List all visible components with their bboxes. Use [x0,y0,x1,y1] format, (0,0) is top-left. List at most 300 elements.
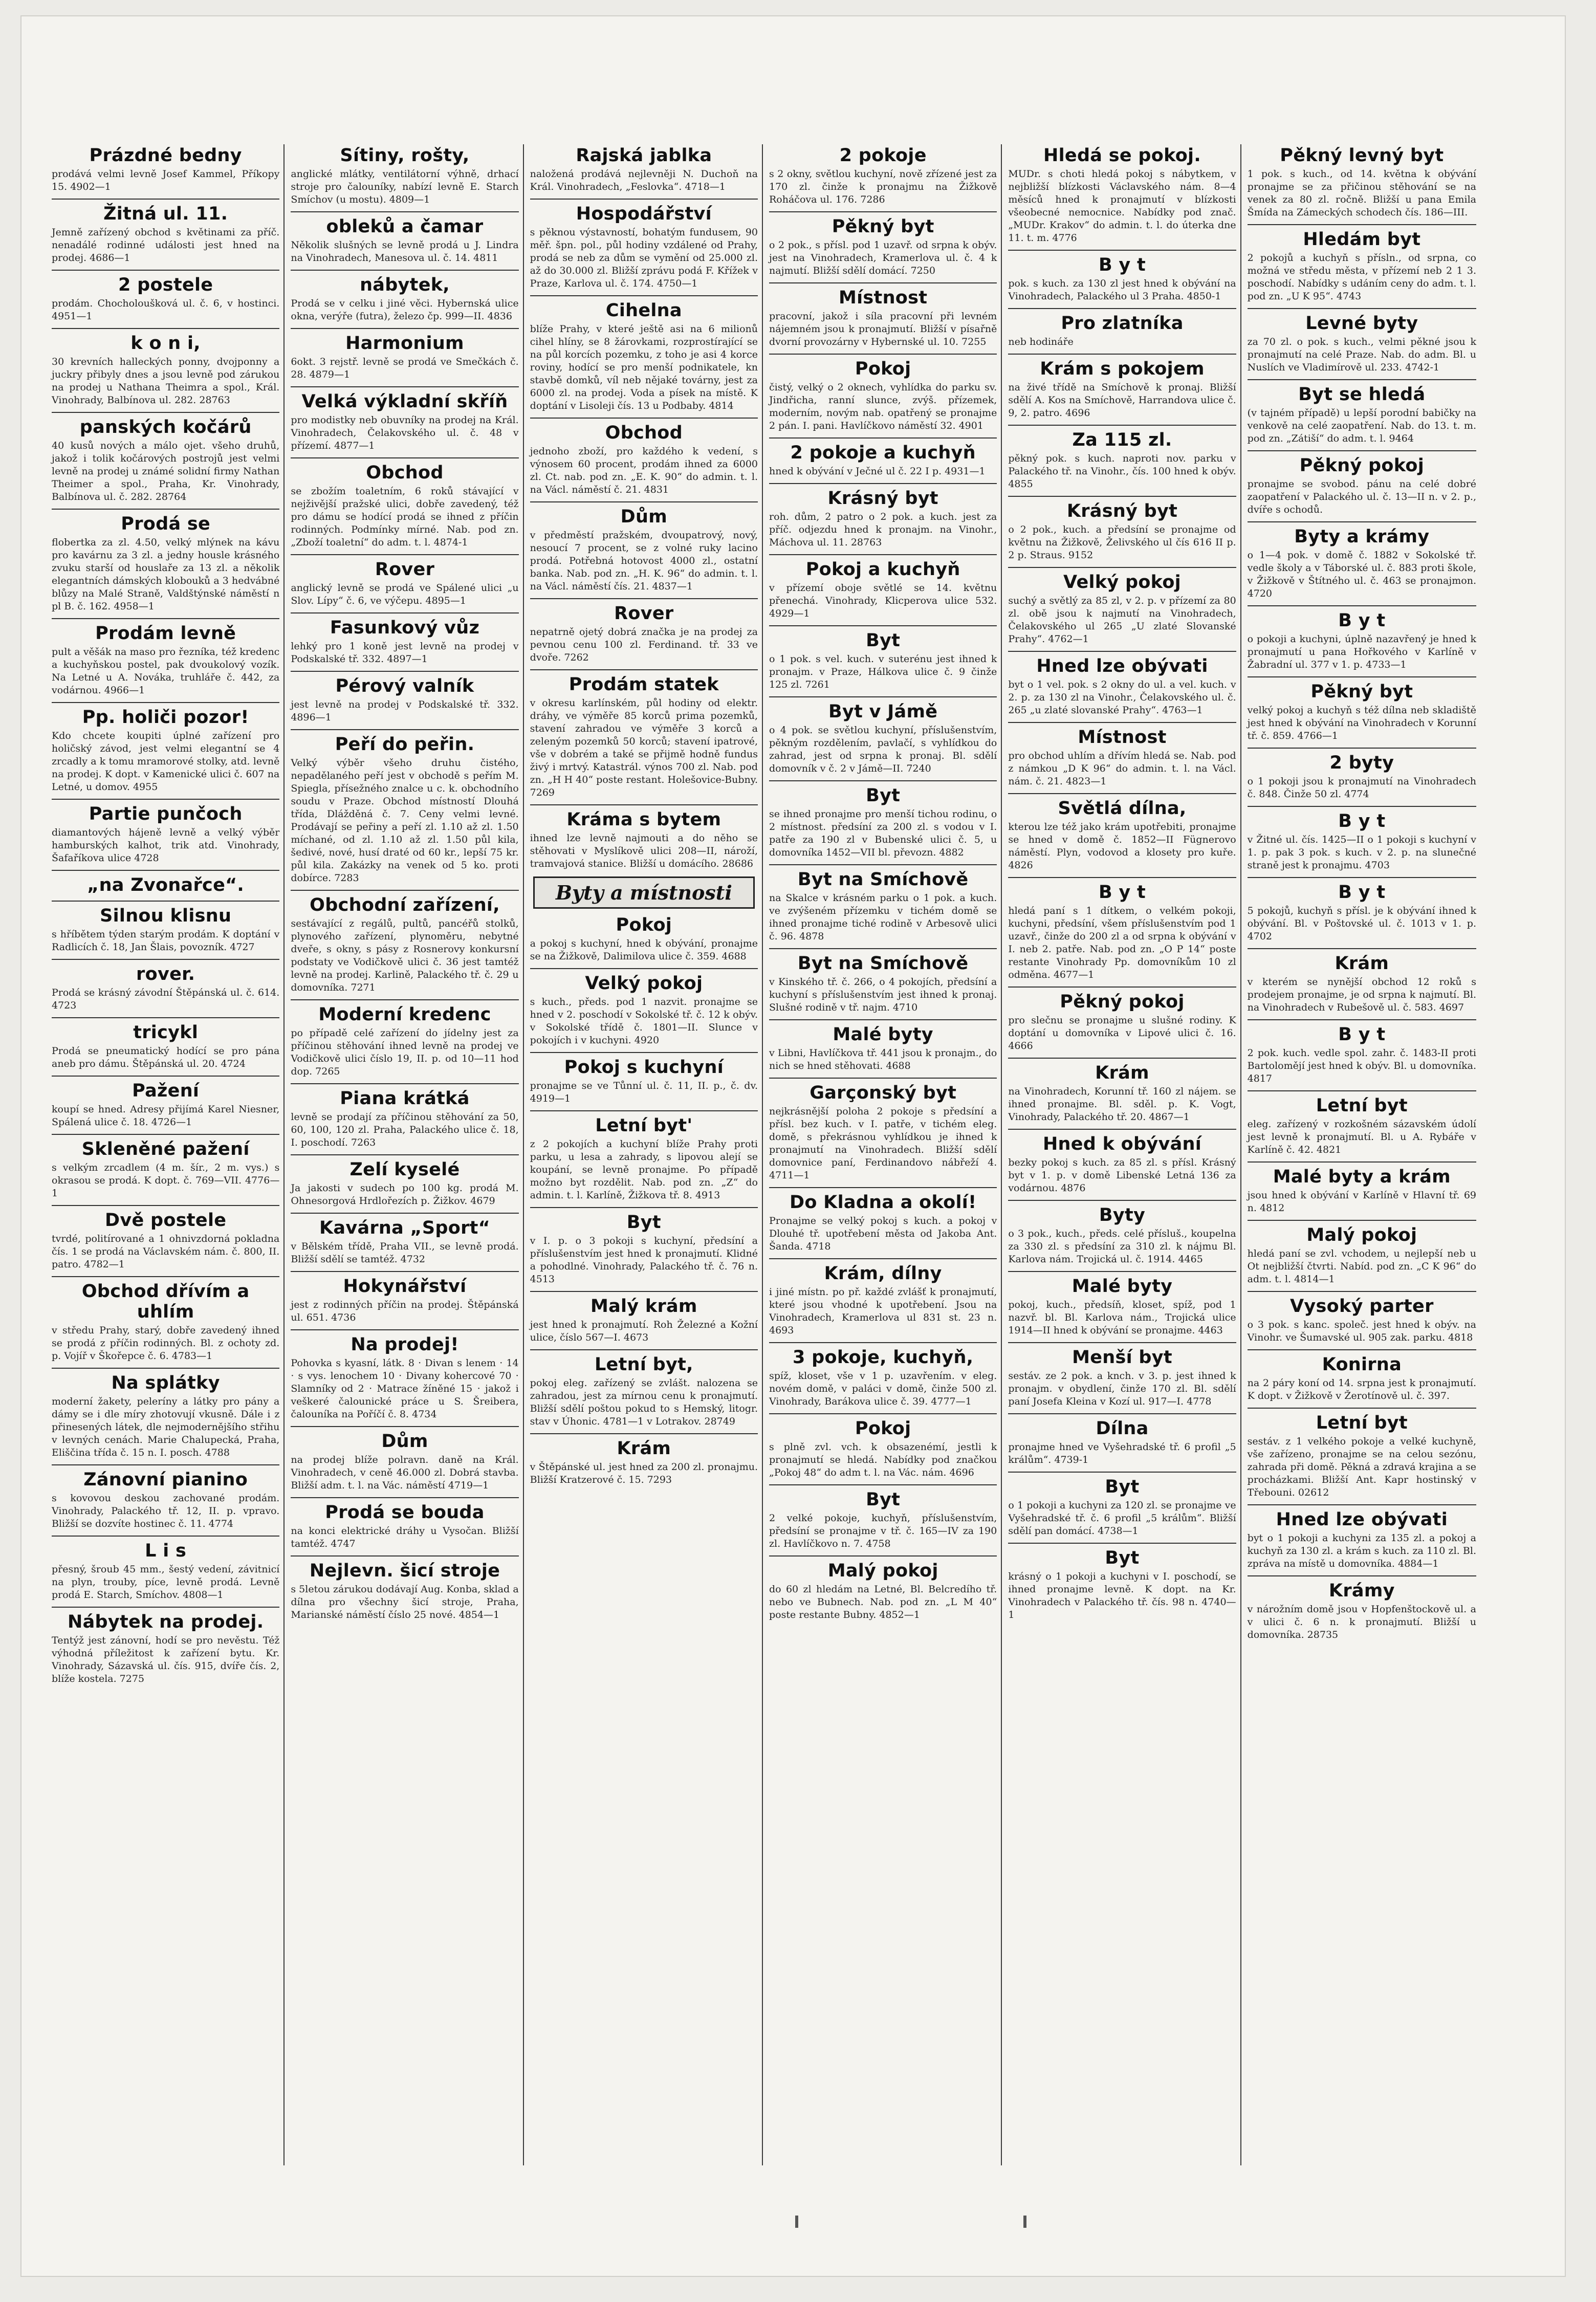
ad-heading: Na prodej! [351,1334,459,1355]
section-banner-label: Byty a místnosti [555,881,732,904]
ad-body-text: anglické mlátky, ventilátorní výhně, drhací stroje pro čalouníky, nabízí levně E. Starch Smíchov (u mostu). 4809—1 [291,168,519,205]
classified-ad [530,1291,758,1344]
classified-ad [1248,806,1476,872]
classified-ad [291,386,518,452]
classified-ad [1008,567,1236,646]
ad-body-text: neb hodináře [1008,336,1074,347]
ad-heading: Hospodářství [576,204,712,224]
ad-body-text: v I. p. o 3 pokoji s kuchyní, předsíní a příslušenstvím jest hned k pronajmutí. Klidné a pohodlné. Vinohrady, Palackého tř. č. 76 n. 4513 [530,1235,758,1285]
classified-ad [1248,877,1476,943]
ad-body-text: a pokoj s kuchyní, hned k obývání, pronajme se na Žižkově, Dalimilova ulice č. 359. 4688 [530,938,758,962]
ad-body-text: o 2 pok., s přísl. pod 1 uzavř. od srpna k obýv. jest na Vinohradech, Kramerlova ul. č. 4 k najmutí. Bližší sdělí domácí. 7250 [769,239,997,276]
ad-heading: Silnou klisnu [100,906,232,926]
ad-body-text: koupí se hned. Adresy přijímá Karel Niesner, Spálená ulice č. 18. 4726—1 [52,1104,280,1128]
ad-body-text: levně se prodají za příčinou stěhování za 50, 60, 100, 120 zl. Praha, Palackého ulice č. 18, I. poschodí. 7263 [291,1111,519,1148]
ad-body-text: pokoj eleg. zařízený se zvlášt. nalozena se zahradou, jest za mírnou cenu k pronajmutí. Bližší sdělí poštou pokud to s Hemský, litogr. stav v Úhonic. 4781—1 v Lotrakov. 28749 [530,1377,758,1427]
classified-ad [769,1019,997,1072]
ad-body-text: jest levně na prodej v Podskalské tř. 332. 4896—1 [291,699,519,723]
ad-heading: 3 pokoje, kuchyň, [793,1347,974,1368]
ad-heading: Byt v Jámě [828,701,938,722]
classified-ad [291,457,518,549]
ad-body-text: pěkný pok. s kuch. naproti nov. parku v Palackého tř. na Vinohr., čís. 100 hned k obýv. 4855 [1008,453,1236,490]
classified-ads-columns [48,144,1480,2165]
ad-heading: Prodám levně [95,623,236,644]
ad-heading: Do Kladna a okolí! [789,1192,977,1213]
classified-ad [52,901,279,954]
column-2 [287,144,523,2165]
classified-ad [1248,1161,1476,1215]
classified-ad [769,1413,997,1479]
ad-body-text: s hříbětem týden starým prodám. K doptání v Radlicích č. 18, Jan Šlais, povozník. 4727 [52,929,280,953]
ad-heading: Prodá se [121,514,211,534]
classified-ad [1008,250,1236,303]
ad-body-text: na 2 páry koní od 14. srpna jest k pronajmutí. K dopt. v Žižkově v Žerotínově ul. č. 397. [1247,1377,1476,1401]
classified-ad [1008,877,1236,981]
ad-heading: Hned lze obývati [1276,1509,1448,1530]
ad-body-text: Pronajme se velký pokoj s kuch. a pokoj v Dlouhé tř. upotřebení města od Jakoba Ant. Šanda. 4718 [769,1215,997,1252]
classified-ad [1008,651,1236,717]
classified-ad [769,1555,997,1621]
ad-heading: Peří do peřin. [335,734,475,755]
ad-body-text: lehký pro 1 koně jest levně na prodej v Podskalské tř. 332. 4897—1 [291,641,519,665]
ad-body-text: Ja jakosti v sudech po 100 kg. prodá M. Ohnesorgová Hrdlořezích p. Žižkov. 4679 [291,1182,519,1207]
classified-ad [769,483,997,549]
ad-heading: Krámy [1328,1581,1395,1601]
ad-body-text: prodává velmi levně Josef Kammel, Příkopy 15. 4902—1 [52,168,280,192]
section-banner [533,876,755,909]
ad-heading: Krám [1335,953,1389,974]
ad-body-text: ihned lze levně najmouti a do něho se stěhovati v Myslíkově ulici 208—II, nároží, tramvajová stanice. Bližší u domácího. 28686 [530,832,758,869]
classified-ad [530,598,758,664]
ad-heading: „na Zvonařce“. [87,875,245,895]
classified-ad [769,625,997,691]
ad-heading: Krásný byt [1066,501,1178,521]
ad-body-text: s kovovou deskou zachované prodám. Vinohrady, Palackého tř. 12, II. p. vpravo. Bližší se dozvíte hostinec č. 11. 4774 [52,1493,280,1529]
classified-ad [530,1110,758,1202]
ad-heading: Fasunkový vůz [330,618,480,638]
ad-body-text: po případě celé zařízení do jídelny jest za příčinou stěhování ihned levně na prodej ve Vodičkově ulici číslo 19, II. p. od 10—11 hod dop. 7265 [291,1027,519,1077]
ad-body-text: o 1—4 pok. v domě č. 1882 v Sokolské tř. vedle školy a v Táborské ul. č. 883 proti škole, v Žižkově v Štítného ul. č. 463 se pronajmon. 4720 [1247,550,1476,599]
ad-heading: Žitná ul. 11. [103,204,228,224]
ad-body-text: o 4 pok. se světlou kuchyní, příslušenstvím, pěkným rozdělením, pavlačí, s vyhlídkou do zahrad, jest od srpna k pronaj. Bl. sdělí domovník v č. 2 v Jámě—II. 7240 [769,725,997,774]
ad-body-text: se zbožím toaletním, 6 roků stávající v nejživější pražské ulici, dobře zavedený, též pro dámu se hodící prodá se ihned z příčin rodinných. Podmínky mírné. Nab. pod zn. „Zboží toaletní“ do adm. t. l. 4874-1 [291,486,519,548]
classified-ad [291,1426,518,1492]
classified-ad [530,804,758,870]
ad-body-text: pronajme se svobod. pánu na celé dobré zaopatření v Palackého ul. č. 13—II n. v 2. p., dvíře s ochodů. [1247,478,1476,515]
ad-body-text: prodám. Chocholoušková ul. č. 6, v hostinci. 4951—1 [52,298,280,322]
column-4 [765,144,1002,2165]
classified-ad [291,999,518,1078]
classified-ad [1248,1349,1476,1402]
ad-heading: Cihelna [605,300,682,321]
ad-body-text: v Štěpánské ul. jest hned za 200 zl. pronajmu. Bližší Kratzerové č. 15. 7293 [530,1461,758,1485]
ad-heading: Pažení [132,1081,200,1101]
ad-heading: Pp. holiči pozor! [82,707,249,728]
ad-heading: Krám, dílny [824,1263,942,1284]
ad-body-text: pronajme hned ve Vyšehradské tř. 6 profil „5 králům“. 4739-1 [1008,1441,1236,1465]
ad-heading: Letní byt' [595,1115,693,1136]
classified-ad [530,915,758,963]
classified-ad [769,1484,997,1550]
classified-ad [1008,1271,1236,1337]
classified-ad [769,864,997,943]
ad-heading: Byt na Smíchově [797,869,969,890]
ad-body-text: krásný o 1 pokoji a kuchyni v I. poschodí, se ihned pronajme levně. K dopt. na Kr. Vinohradech v Palackého tř. čís. 98 n. 4740—1 [1008,1571,1236,1620]
classified-ad [1248,1408,1476,1499]
classified-ad [769,554,997,620]
ad-body-text: Kdo chcete koupiti úplné zařízení pro holičský závod, jest velmi elegantní se 4 zrcadly a k tomu mramorové stolky, atd. levně na prodej. K dopt. v Kamenické ulici č. 607 na Letné, u domov. 4955 [52,730,280,793]
ad-heading: Velký pokoj [585,973,703,994]
ad-body-text: o 3 pok. s kanc. společ. jest hned k obýv. na Vinohr. ve Šumavské ul. 905 zak. parku. 4818 [1247,1319,1476,1343]
classified-ad [769,1187,997,1253]
ad-heading: Prodám statek [569,674,719,695]
ad-body-text: 6okt. 3 rejstř. levně se prodá ve Smečkách č. 28. 4879—1 [291,356,519,380]
ad-heading: Byt [1105,1477,1140,1497]
ad-body-text: pult a věšák na maso pro řezníka, též kredenc a kuchyňskou postel, pak dvoukolový vozík. Na Letné u A. Nováka, truhláře č. 442, za vodárnou. 4966—1 [52,646,280,696]
ad-heading: Obchodní zařízení, [310,895,500,915]
ad-heading: Hned lze obývati [1036,656,1208,676]
classified-ad [1248,1090,1476,1156]
ad-heading: Malé byty [833,1024,933,1045]
ad-heading: nábytek, [360,275,450,295]
classified-ad [769,437,997,478]
ad-body-text: roh. dům, 2 patro o 2 pok. a kuch. jest za příč. odjezdu hned k pronajm. na Vinohr., Máchova ul. 11. 28763 [769,511,997,548]
classified-ad [1008,1342,1236,1408]
ad-heading: 2 byty [1329,753,1394,773]
ad-body-text: na konci elektrické dráhy u Vysočan. Bližší tamtéž. 4747 [291,1525,519,1549]
classified-ad [291,145,518,206]
classified-ad [1248,1504,1476,1570]
ad-heading: Velký pokoj [1063,572,1181,593]
ad-heading: panských kočárů [79,417,252,437]
classified-ad [530,1052,758,1105]
ad-body-text: pro modistky neb obuvníky na prodej na Král. Vinohradech, Čelakovského ul. č. 48 v přízemí. 4877—1 [291,414,519,451]
classified-ad [769,145,997,206]
ad-body-text: hledá paní se zvl. vchodem, u nejlepší neb u Ot nejbližší čtvrti. Nabíd. pod zn. „C K 96“ do adm. t. l. 4814—1 [1247,1248,1476,1285]
ad-heading: Kavárna „Sport“ [319,1218,490,1238]
column-1 [48,144,285,2165]
ad-heading: Prázdné bedny [89,145,242,166]
classified-ad [530,1207,758,1286]
ad-body-text: anglický levně se prodá ve Spálené ulici „u Slov. Lípy“ č. 6, ve výčepu. 4895—1 [291,582,519,606]
ad-heading: Prodá se bouda [325,1502,485,1523]
classified-ad [52,1607,279,1685]
ad-heading: Velká výkladní skříň [301,391,508,412]
ad-body-text: Prodá se krásný závodní Štěpánská ul. č. 614. 4723 [52,987,280,1011]
classified-ad [52,412,279,503]
ad-body-text: pracovní, jakož i síla pracovní při levném nájemném jsou k pronajmutí. Bližší v písařně dvorní provozárny v Hybernské ul. 10. 7255 [769,311,997,347]
classified-ad [1008,1129,1236,1195]
ad-body-text: hledá paní s 1 dítkem, o velkém pokoji, kuchyni, předsíní, všem příslušenstvím pod 1 uzavř., činže do 200 zl a od srpna k obývání v I. neb 2. patře. Nab. pod zn. „O P 14“ poste restante Vinohrady Pp. domovníkům 10 zl odměna. 4677—1 [1008,905,1236,980]
ad-body-text: na živé třídě na Smíchově k pronaj. Bližší sdělí A. Kos na Smíchově, Harrandova ulice č. 9, 2. patro. 4696 [1008,382,1236,419]
ad-heading: Sítiny, rošty, [340,145,470,166]
ad-heading: Byty a krámy [1294,527,1430,547]
classified-ad [1248,676,1476,742]
ad-body-text: (v tajném případě) u lepší porodní babičky na venkově na celé zaopatření. Nab. do 13. t. m. pod zn. „Zátiší“ do adm. t. l. 9464 [1247,407,1476,444]
ad-body-text: 5 pokojů, kuchyň s přísl. je k obývání ihned k obývání. Bl. v Poštovské ul. č. 1013 v 1. p. 4702 [1247,905,1476,942]
ad-heading: Pěkný byt [832,216,934,237]
ad-heading: Dům [620,507,667,527]
margin-mark [795,2216,798,2228]
classified-ad [530,295,758,412]
ad-heading: B y t [1338,811,1386,831]
classified-ad [769,1258,997,1337]
classified-ad [530,1349,758,1428]
ad-heading: Hledám byt [1303,229,1421,250]
classified-ad [1008,145,1236,245]
ad-body-text: na prodej blíže polravn. daně na Král. Vinohradech, v ceně 46.000 zl. Dobrá stavba. Bližší adm. t. l. na Vác. náměstí 4719—1 [291,1454,519,1491]
ad-heading: Malý krám [590,1296,697,1317]
classified-ad [291,1154,518,1208]
ad-heading: Nábytek na prodej. [68,1612,264,1632]
ad-body-text: o 1 pokoji jsou k pronajmutí na Vinohradech č. 848. Činže 50 zl. 4774 [1247,776,1476,800]
classified-ad [1008,425,1236,491]
ad-heading: Krásný byt [827,488,938,509]
ad-heading: Pokoj [855,1418,911,1439]
ad-heading: Dvě postele [105,1210,227,1231]
classified-ad [1248,1575,1476,1641]
classified-ad [769,696,997,775]
ad-heading: Byt [866,785,901,806]
ad-heading: 2 pokoje [839,145,927,166]
ad-heading: k o n i, [130,333,201,354]
classified-ad [52,870,279,895]
ad-heading: Kráma s bytem [566,809,722,830]
ad-heading: Vysoký parter [1290,1296,1434,1317]
classified-ad [1008,1472,1236,1538]
ad-body-text: pro obchod uhlím a dřívím hledá se. Nab. pod z námkou „D K 96“ do admin. t. l. na Václ. nám. č. 21. 4823—1 [1008,750,1236,787]
ad-body-text: pronajme se ve Tůnní ul. č. 11, II. p., č. dv. 4919—1 [530,1080,758,1104]
classified-ad [291,554,518,607]
ad-heading: Partie punčoch [89,804,243,824]
ad-body-text: 2 pokojů a kuchyň s přísln., od srpna, co možná ve středu města, v přízemí neb 2 1 3. poschodí. Nabídky s udáním ceny do adm. t. l. pod zn. „U K 95“. 4743 [1247,252,1476,302]
ad-body-text: 2 velké pokoje, kuchyň, příslušenstvím, předsíní se pronajme v tř. č. 165—IV za 190 zl. Havlíčkovo n. 7. 4758 [769,1512,997,1549]
classified-ad [52,199,279,265]
classified-ad [1008,986,1236,1053]
classified-ad [291,211,518,265]
ad-heading: B y t [1338,882,1386,903]
classified-ad [530,669,758,799]
ad-body-text: Pohovka s kyasní, látk. 8 · Divan s lenem · 14 · s vys. lenochem 10 · Divany kohercové 70 · Slamníky od 2 · Matrace žíněné 15 · jakož i veškeré čalounické práce u S. Šreibera, čalouníka na Poříčí č. 8. 4734 [291,1357,519,1420]
ad-body-text: bezky pokoj s kuch. za 85 zl. s přísl. Krásný byt v 1. p. v domě Libenské Letná 136 za vodárnou. 4876 [1008,1157,1236,1194]
ad-body-text: 40 kusů nových a málo ojet. všeho druhů, jakož i tolik kočárových postrojů jest velmi levně na prodej u známé solidní firmy Nathan Theimer a spol., Praha, Kr. Vinohrady, Balbínova ul. č. 282. 28764 [52,440,280,502]
ad-body-text: do 60 zl hledám na Letné, Bl. Belcredího tř. nebo ve Bubnech. Nab. pod zn. „L M 40“ poste restante Bubny. 4852—1 [769,1584,997,1620]
ad-heading: Za 115 zl. [1072,430,1172,450]
ad-body-text: o 3 pok., kuch., předs. celé přísluš., koupelna za 330 zl. s předsíní za 310 zl. k nájmu Bl. Karlova nám. Trojická ul. č. 1914. 4465 [1008,1228,1236,1265]
classified-ad [1248,379,1476,445]
classified-ad [1248,521,1476,600]
ad-heading: Letní byt, [594,1354,693,1375]
classified-ad [1248,948,1476,1014]
ad-body-text: sestáv. ze 2 pok. a knch. v 3. p. jest ihned k pronajm. v obydlení, činže 170 zl. Bl. sdělí paní Josefa Kleina v Kozí ul. 917—I. 4778 [1008,1370,1236,1407]
ad-heading: Rover [614,603,674,624]
ad-body-text: z 2 pokojích a kuchyní blíže Prahy proti parku, u lesa a zahrady, s lipovou alejí se koupání, se levně pronajme. Po případě možno byt rozdělit. Nab. pod zn. „Z“ do admin. t. l. Karlíně, Žižkova tř. 8. 4913 [530,1138,758,1201]
ad-heading: Malý pokoj [827,1561,938,1581]
classified-ad [291,1083,518,1149]
ad-heading: Hned k obývání [1042,1134,1202,1154]
ad-heading: Pokoj a kuchyň [805,559,960,580]
ad-heading: Zánovní pianino [83,1470,248,1490]
classified-ad [52,145,279,193]
classified-ad [52,618,279,697]
ad-body-text: Velký výběr všeho druhu čistého, nepadělaného peří jest v obchodě s peřím M. Spiegla, přísežného znalce u c. k. obchodního soudu v Praze. Obchod místností Dlouhá třída, Dlážděná č. 7. Ceny velmi levné. Prodávají se peřiny a peří zl. 1.10 až zl. 1.50 míchané, od zl. 1.10 až zl. 1.50 půl kila, šedivé, nové, husí draté od 60 kr., lepší 75 kr. půl kila. Zakázky na venek od 5 ko. proti dobírce. 7283 [291,757,519,884]
classified-ad [291,1555,518,1621]
classified-ad [530,145,758,193]
classified-ad [52,702,279,794]
classified-ad [52,959,279,1012]
ad-body-text: za 70 zl. o pok. s kuch., velmi pěkné jsou k pronajmutí na celé Praze. Nab. do adm. Bl. u Nuslích ve Vladimírově ul. 233. 4742-1 [1247,336,1476,373]
ad-heading: L i s [145,1541,187,1561]
ad-heading: Obchod dřívím a uhlím [81,1281,250,1322]
classified-ad [1248,1019,1476,1085]
ad-heading: Hledá se pokoj. [1043,145,1201,166]
ad-heading: Malé byty a krám [1273,1167,1451,1187]
ad-body-text: v předměstí pražském, dvoupatrový, nový, nesoucí 7 procent, se z volné ruky lacino prodá. Potřebná hotovost 4000 zl., ostatní banka. Nab. pod zn. „H. K. 96“ do admin. t. l. na Václ. náměstí čís. 21. 4837—1 [530,530,758,592]
classified-ad [291,1329,518,1421]
ad-heading: Krám s pokojem [1040,359,1205,379]
ad-body-text: sestáv. z 1 velkého pokoje a velké kuchyně, vše zařízeno, pronajme se na celou sezónu, zahrada při domě. Pěkná a zdravá krajina a se procházkami. Bližší Ant. Kapr hostinský v Třebouni. 02612 [1247,1436,1476,1498]
ad-body-text: Prodá se v celku i jiné věci. Hybernská ulice okna, verýře (futra), železo čp. 999—II. 4836 [291,298,519,322]
classified-ad [769,282,997,348]
ad-heading: Pokoj [855,359,911,379]
ad-body-text: v přízemí oboje světlé se 14. květnu přenechá. Vinohrady, Klicperova ulice 532. 4929—1 [769,582,997,619]
ad-body-text: s plně zvl. vch. k obsazenémí, jestli k pronajmutí se hledá. Nabídky pod značkou „Pokoj 48“ do adm t. l. na Vác. nám. 4696 [769,1441,997,1478]
ad-body-text: tvrdé, politírované a 1 ohnivzdorná pokladna čís. 1 se prodá na Václavském nám. č. 800, II. patro. 4782—1 [52,1233,280,1270]
ad-body-text: jsou hned k obývání v Karlíně v Hlavní tř. 69 n. 4812 [1247,1190,1476,1214]
ad-heading: Byt se hledá [1298,384,1426,405]
ad-heading: 2 pokoje a kuchyň [790,443,976,463]
column-6 [1243,144,1480,2165]
ad-body-text: Jemně zařízený obchod s květinami za příč. nenadálé rodinné události jest hned na prodej. 4686—1 [52,227,280,264]
ad-heading: Nejlevn. šicí stroje [309,1561,500,1581]
classified-ad [1248,224,1476,303]
ad-body-text: pro slečnu se pronajme u slušné rodiny. K doptání u domovníka v Lipové ulici č. 16. 4666 [1008,1015,1236,1051]
ad-body-text: 2 pok. kuch. vedle spol. zahr. č. 1483-II proti Bartolomějí jest hned k obýv. Bl. u domovníka. 4817 [1247,1047,1476,1084]
classified-ad [1248,748,1476,801]
ad-heading: Místnost [839,288,928,308]
ad-body-text: diamantových hájeně levně a velký výběr hamburských kalhot, trik atd. Vinohrady, Šafaříkova ulice 4728 [52,827,280,864]
classified-ad [291,270,518,323]
ad-body-text: přesný, šroub 45 mm., šestý vedení, závitnicí na plyn, trouby, píce, levně prodá. Levně prodá E. Starch, Smíchov. 4808—1 [52,1564,280,1601]
ad-body-text: byt o 1 vel. pok. s 2 okny do ul. a vel. kuch. v 2. p. za 130 zl na Vinohr., Čelakovského ul. č. 265 „u zlaté slovanské Prahy“. 4763—1 [1008,679,1236,716]
classified-ad [1008,1543,1236,1621]
classified-ad [52,1205,279,1271]
ad-heading: Piana krátká [340,1088,470,1109]
ad-heading: Pokoj s kuchyní [564,1057,724,1078]
ad-heading: Obchod [605,423,683,443]
classified-ad [291,729,518,885]
ad-body-text: v středu Prahy, starý, dobře zavedený ihned se prodá z příčin rodinných. Bl. z ochoty zd. p. Vojíř v Škořepce č. 6. 4783—1 [52,1325,280,1362]
classified-ad [1248,145,1476,219]
classified-ad [52,1076,279,1129]
ad-body-text: Prodá se pneumatický hodící se pro pána aneb pro dámu. Štěpánská ul. 20. 4724 [52,1045,280,1069]
ad-body-text: 30 krevních halleckých ponny, dvojponny a juckry přibyly dnes a jsou levně pod zárukou na prodej u Nathana Theimra a spol., Král. Vinohrady, Balbínova ul. 282. 28763 [52,356,280,406]
ad-heading: Krám [1095,1063,1149,1083]
classified-ad [1008,308,1236,348]
classified-ad [1248,605,1476,671]
classified-ad [1248,1220,1476,1286]
ad-heading: Pérový valník [335,676,474,696]
ad-body-text: pok. s kuch. za 130 zl jest hned k obývání na Vinohradech, Palackého ul 3 Praha. 4850-1 [1008,278,1236,302]
ad-heading: B y t [1338,1024,1386,1045]
ad-body-text: i jiné místn. po př. každé zvlášť k pronajmutí, které jsou vhodné k upotřebení. Jsou na Vinohradech, Kramerlova ul 831 st. 23 n. 4693 [769,1286,997,1336]
ad-body-text: v kterém se nynější obchod 12 roků s prodejem pronajme, je od srpna k najmutí. Bl. na Vinohradech v Rubešově ul. č. 583. 4697 [1247,976,1476,1013]
ad-heading: rover. [136,964,195,984]
ad-body-text: jednoho zboží, pro každého k vedení, s výnosem 60 procent, prodám ihned za 6000 zl. Ct. nab. pod zn. „E. K. 90“ do admin. t. l. na Václ. náměstí č. 21. 4831 [530,446,758,495]
classified-ad [1008,722,1236,788]
ad-heading: Krám [617,1438,671,1459]
classified-ad [52,1464,279,1530]
ad-body-text: jest z rodinných příčin na prodej. Štěpánská ul. 651. 4736 [291,1299,519,1323]
ad-heading: Pokoj [616,915,672,935]
ad-heading: Dům [381,1431,428,1452]
ad-body-text: s kuch., předs. pod 1 nazvit. pronajme se hned v 2. poschodí v Sokolské tř. č. 12 k obýv. v Sokolské třídě č. 1801—II. Slunce v pokojích i v kuchyni. 4920 [530,996,758,1046]
classified-ad [530,501,758,593]
ad-heading: Byt na Smíchově [797,953,969,974]
ad-body-text: pokoj, kuch., předsíň, kloset, spíž, pod 1 nazvř. bl. Bl. Karlova nám., Trojická ulice 1914—II hned k obývání se pronajme. 4463 [1008,1299,1236,1336]
ad-body-text: spíž, kloset, vše v 1 p. uzavřením. v eleg. novém domě, v paláci v domě, činže 500 zl. Vinohrady, Barákova ulice č. 39. 4777—1 [769,1370,997,1407]
ad-heading: Byt [866,630,901,651]
classified-ad [52,1134,279,1200]
column-3 [526,144,763,2165]
ad-body-text: Několik slušných se levně prodá u J. Lindra na Vinohradech, Manesova ul. č. 14. 4811 [291,239,519,264]
ad-heading: Malý pokoj [1306,1225,1417,1245]
ad-heading: B y t [1098,882,1146,903]
classified-ad [52,1017,279,1070]
ad-body-text: byt o 1 pokoji a kuchyni za 135 zl. a pokoj a kuchyň za 130 zl. a krám s kuch. za 110 zl. Bl. zpráva na místě u domovníka. 4884—1 [1247,1532,1476,1569]
classified-ad [52,509,279,613]
ad-heading: Byt [1105,1548,1140,1568]
ad-heading: obleků a čamar [326,216,484,237]
classified-ad [291,1271,518,1324]
ad-body-text: hned k obývání v Ječné ul č. 22 I p. 4931—1 [769,466,986,477]
ad-body-text: 1 pok. s kuch., od 14. května k obývání pronajme se za přičinou stěhování se na venek za 80 zl. ročně. Bližší u pana Emila Šmída na Zámeckých schodech čís. 186—III. [1247,168,1476,218]
ad-body-text: naložená prodává nejlevněji N. Duchoň na Král. Vinohradech, „Feslovka“. 4718—1 [530,168,758,192]
ad-heading: Byt [866,1489,901,1510]
ad-body-text: MUDr. s choti hledá pokoj s nábytkem, v nejbližší blízkosti Václavského nám. 8—4 měsíců hned k pronajmutí v blízkosti všeobecné nemocnice. Nabídky pod znač. „MUDr. Krakov“ do admin. t. l. do úterka dne 11. t. m. 4776 [1008,168,1236,244]
classified-ad [1008,1413,1236,1466]
classified-ad [769,948,997,1014]
classified-ad [530,1433,758,1486]
ad-body-text: nepatrně ojetý dobrá značka je na prodej za pevnou cenu 100 zl. Ferdinand. tř. 33 ve dvoře. 7262 [530,626,758,663]
ad-body-text: kterou lze též jako krám upotřebiti, pronajme se hned v domě č. 1852—II Fügnerovo náměstí. Plyn, vodovod a klosety pro kuře. 4826 [1008,821,1236,871]
ad-body-text: moderní žakety, peleríny a látky pro pány a dámy se i dle míry zhotovují vkusně. Dále i z přinesených látek, dle nejmodernějšího střihu v levných cenách. Marie Chalupecká, Praha, Eliščina třída č. 15 n. I. posch. 4788 [52,1396,280,1458]
ad-heading: Pěkný pokoj [1060,992,1185,1012]
ad-heading: Rover [375,559,435,580]
classified-ad [1248,308,1476,374]
classified-ad [530,968,758,1047]
ad-heading: Garçonský byt [810,1083,957,1103]
ad-body-text: v nárožním domě jsou v Hopfenštockově ul. a v ulici č. 6 n. k pronajmutí. Bližší u domovníka. 28735 [1247,1604,1476,1640]
classified-ad [769,354,997,432]
ad-body-text: o 2 pok., kuch. a předsíní se pronajme od květnu na Žižkově, Želivského ul čís 616 II p. 2 p. Straus. 9152 [1008,524,1236,561]
classified-ad [530,199,758,290]
ad-body-text: se ihned pronajme pro menší tichou rodinu, o 2 místnost. předsíní za 200 zl. s vodou v I. patře za 190 zl v Bubenské ulici č. 5, u domovníka 1452—VII bl. převozn. 4882 [769,808,997,858]
ad-body-text: suchý a světlý za 85 zl, v 2. p. v přízemí za 80 zl. obě jsou k najmutí na Vinohradech, Čelakovského ul 265 „U zlaté Slovanské Prahy“. 4762—1 [1008,595,1236,645]
ad-body-text: Tentýž jest zánovní, hodí se pro nevěstu. Též výhodná příležitost k zařízení bytu. Kr. Vinohrady, Sázavská ul. čís. 915, dvíře čís. 2, blíže kostela. 7275 [52,1635,280,1684]
classified-ad [769,211,997,277]
ad-body-text: v Libni, Havlíčkova tř. 441 jsou k pronajm., do nich se hned stěhovati. 4688 [769,1047,997,1071]
ad-body-text: sestávající z regálů, pultů, pancéřů stolků, plynového zařízení, plynoměru, nebytné dveře, s okny, s pásy z Rosnerovy konkursní podstaty ve Vodičkově ulici č. 36 jest tamtéž levně na prodej. Karlině, Palackého tř. č. 29 u domovníka. 7271 [291,918,519,993]
ad-heading: Rajská jablka [576,145,712,166]
classified-ad [1008,354,1236,420]
classified-ad [769,1342,997,1408]
classified-ad [530,418,758,496]
ad-body-text: nejkrásnější poloha 2 pokoje s předsíní a přísl. bez kuch. v I. patře, v tichém eleg. domě, s překrásnou vyhlídkou je ihned k pronajmutí na Vinohradech. Bližší sdělí domovnice paní, Ferdinandovo nábřeží 4. 4711—1 [769,1106,997,1181]
classified-ad [52,328,279,407]
ad-body-text: o 1 pok. s vel. kuch. v suterénu jest ihned k pronajm. v Praze, Hálkova ulice č. 9 činže 125 zl. 7261 [769,653,997,690]
classified-ad [769,780,997,859]
